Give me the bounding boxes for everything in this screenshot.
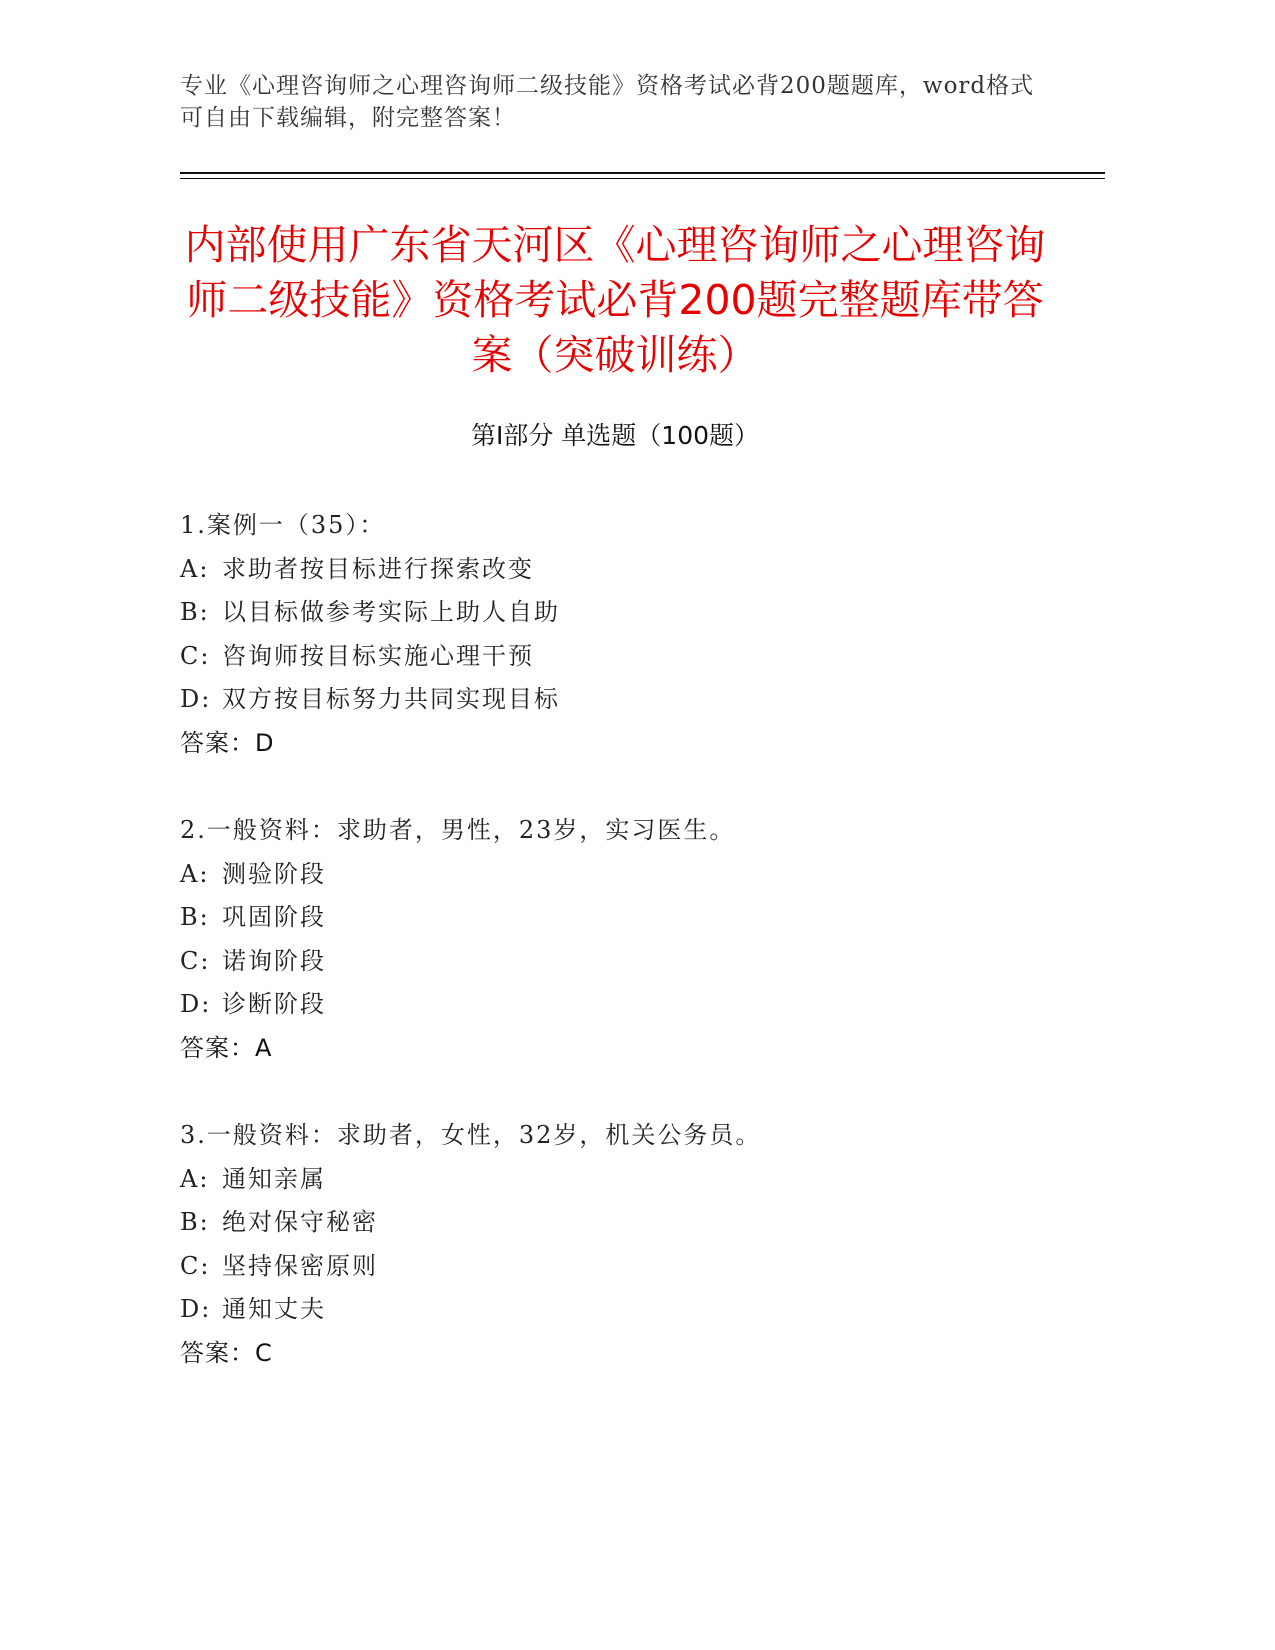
answer-line: 答案：C (180, 1338, 273, 1367)
option-d (180, 678, 1060, 722)
option-letter: B: (180, 1208, 210, 1236)
option-letter: D: (180, 990, 212, 1018)
header-rule-thin (180, 178, 1105, 179)
option-text: 咨询师按目标实施心理干预 (222, 641, 534, 670)
question-stem: 1.案例一（35）： (180, 511, 386, 539)
question-3 (180, 1114, 1060, 1375)
option-text: 坚持保密原则 (222, 1251, 378, 1280)
option-c (180, 635, 1060, 679)
option-b (180, 591, 1060, 635)
option-letter: D: (180, 685, 212, 713)
question-2 (180, 809, 1060, 1070)
option-letter: C: (180, 1251, 211, 1280)
option-text: 绝对保守秘密 (222, 1208, 378, 1236)
option-letter: C: (180, 946, 211, 975)
option-text: 通知亲属 (222, 1164, 326, 1193)
option-letter: B: (180, 903, 210, 931)
option-letter: A: (180, 1164, 210, 1193)
option-text: 以目标做参考实际上助人自助 (222, 598, 560, 626)
option-letter: B: (180, 598, 210, 626)
header-note: 专业《心理咨询师之心理咨询师二级技能》资格考试必背200题题库，word格式可自由下载编辑，附完整答案！ (180, 73, 1035, 131)
document-title: 内部使用广东省天河区《心理咨询师之心理咨询师二级技能》资格考试必背200题完整题库带答案（突破训练） (184, 221, 1046, 379)
option-d (180, 983, 1060, 1027)
option-letter: A: (180, 554, 210, 583)
option-c (180, 940, 1060, 984)
option-text: 通知丈夫 (222, 1295, 326, 1323)
question-stem: 3.一般资料：求助者，女性，32岁，机关公务员。 (180, 1121, 762, 1149)
section-title: 第Ⅰ部分 单选题（100题） (470, 421, 760, 450)
option-text: 巩固阶段 (222, 903, 326, 931)
option-c (180, 1245, 1060, 1289)
answer-line: 答案：A (180, 1033, 273, 1062)
option-letter: C: (180, 641, 211, 670)
option-b (180, 896, 1060, 940)
option-a (180, 853, 1060, 897)
question-stem: 2.一般资料：求助者，男性，23岁，实习医生。 (180, 816, 736, 844)
option-text: 诊断阶段 (222, 990, 326, 1018)
option-d (180, 1288, 1060, 1332)
answer-line: 答案：D (180, 728, 275, 757)
header-rule-thick (180, 172, 1105, 174)
option-text: 测验阶段 (222, 859, 326, 888)
option-text: 求助者按目标进行探索改变 (222, 554, 534, 583)
option-a (180, 548, 1060, 592)
option-text: 诺询阶段 (222, 946, 326, 975)
question-1 (180, 504, 1060, 765)
option-b (180, 1201, 1060, 1245)
option-letter: D: (180, 1295, 212, 1323)
option-letter: A: (180, 859, 210, 888)
option-a (180, 1158, 1060, 1202)
option-text: 双方按目标努力共同实现目标 (222, 685, 560, 713)
